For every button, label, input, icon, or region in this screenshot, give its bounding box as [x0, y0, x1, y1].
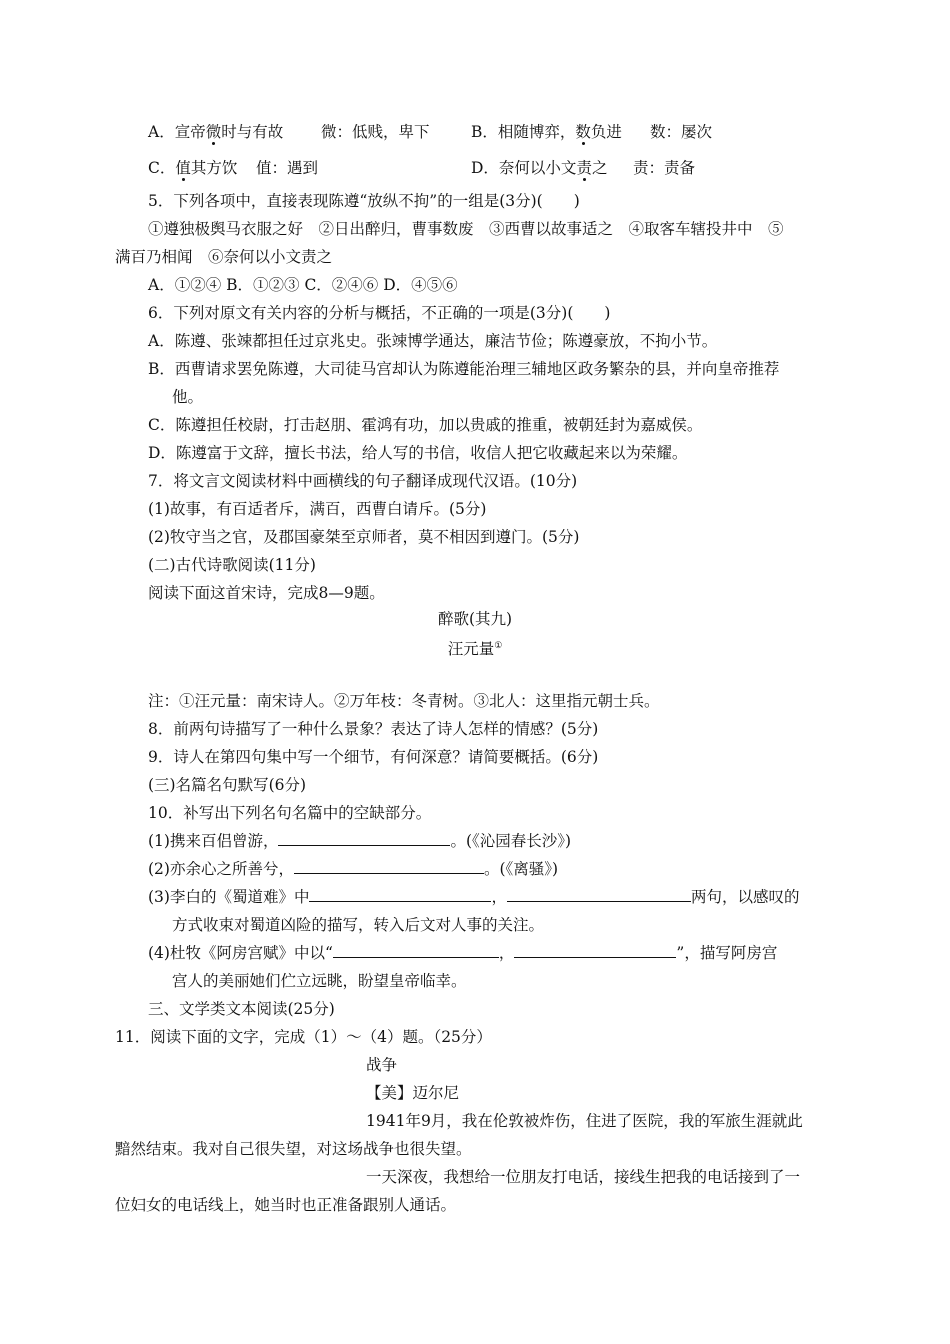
q10-item-1 — [148, 830, 571, 852]
answer-blank[interactable] — [309, 887, 491, 902]
q10-stem: 10．补写出下列名句名篇中的空缺部分。 — [148, 804, 432, 822]
q4-option-d-text-2: 之 — [591, 159, 608, 177]
q10-item-2-source: 。(《离骚》) — [483, 860, 559, 878]
q4-option-b-text: B．相随博弈， — [471, 123, 576, 141]
poem-title: 醉歌(其九) — [437, 610, 513, 628]
dictation-section-title: (三)名篇名句默写(6分) — [148, 776, 307, 794]
story-paragraph-2-line-2: 位妇女的电话线上，她当时也正准备跟别人通话。 — [115, 1196, 457, 1214]
answer-blank[interactable] — [333, 943, 499, 958]
story-paragraph-1-line-2: 黯然结束。我对自己很失望，对这场战争也很失望。 — [115, 1140, 472, 1158]
q4-option-a-text: A．宣帝 — [148, 123, 206, 141]
poetry-note: 注：①汪元量：南宋诗人。②万年枝：冬青树。③北人：这里指元朝士兵。 — [148, 692, 660, 710]
q4-option-a-text-2: 时与有故 — [221, 123, 284, 141]
q10-item-3 — [148, 886, 800, 908]
q4-option-b-keyword: 数 — [575, 123, 591, 141]
story-author: 【美】迈尔尼 — [366, 1084, 460, 1102]
answer-blank[interactable] — [507, 887, 691, 902]
q4-option-c-text-2: 其方饮 — [190, 159, 238, 177]
q10-item-3-comma: ， — [491, 888, 507, 906]
q10-item-4 — [148, 942, 777, 964]
q4-option-c — [148, 157, 237, 179]
q11-stem: 11．阅读下面的文字，完成（1）～（4）题。（25分） — [115, 1028, 492, 1046]
q5-options: A．①②④ B．①②③ C．②④⑥ D．④⑤⑥ — [148, 276, 458, 294]
answer-blank[interactable] — [514, 943, 676, 958]
q7-stem: 7．将文言文阅读材料中画横线的句子翻译成现代汉语。(10分) — [148, 472, 578, 490]
q5-stem: 5．下列各项中，直接表现陈遵“放纵不拘”的一组是(3分)( ) — [148, 192, 580, 210]
q4-option-a-note: 微：低贱，卑下 — [321, 123, 430, 141]
q4-option-d-keyword: 责 — [576, 159, 592, 177]
q10-item-4-continuation: 宫人的美丽她们伫立远眺，盼望皇帝临幸。 — [172, 972, 467, 990]
q4-option-d — [471, 157, 607, 179]
poem-author-name: 汪元量 — [447, 640, 495, 658]
q9: 9．诗人在第四句集中写一个细节，有何深意？请简要概括。(6分) — [148, 748, 599, 766]
q6-option-b-line-2: 他。 — [172, 388, 204, 406]
q4-option-c-note: 值：遇到 — [256, 159, 319, 177]
q4-option-c-keyword: 值 — [175, 159, 191, 177]
story-paragraph-1-line-1: 1941年9月，我在伦敦被炸伤，住进了医院，我的军旅生涯就此 — [366, 1112, 803, 1130]
q5-items-line-1: ①遵独极舆马衣服之好 ②日出醉归，曹事数废 ③西曹以故事适之 ④取客车辖投井中 ⑤ — [148, 220, 784, 238]
q5-items-line-2: 满百乃相闻 ⑥奈何以小文责之 — [115, 248, 333, 266]
literature-section-title: 三、文学类文本阅读(25分) — [148, 1000, 335, 1018]
q4-option-a — [148, 121, 283, 143]
poetry-section-title: (二)古代诗歌阅读(11分) — [148, 556, 316, 574]
q10-item-1-source: 。(《沁园春长沙》) — [450, 832, 572, 850]
story-paragraph-2-line-1: 一天深夜，我想给一位朋友打电话，接线生把我的电话接到了一 — [366, 1168, 801, 1186]
q10-item-1-text: (1)携来百侣曾游， — [148, 832, 279, 850]
story-title: 战争 — [366, 1056, 398, 1074]
q4-option-b — [471, 121, 622, 143]
q10-item-2-text: (2)亦余心之所善兮， — [148, 860, 294, 878]
q4-option-d-note: 责：责备 — [633, 159, 696, 177]
q4-option-d-text: D．奈何以小文 — [471, 159, 577, 177]
q8: 8．前两句诗描写了一种什么景象？表达了诗人怎样的情感？(5分) — [148, 720, 599, 738]
q10-item-4-text: (4)杜牧《阿房宫赋》中以“ — [148, 944, 333, 962]
q4-option-b-note: 数：屡次 — [650, 123, 713, 141]
q6-option-a: A．陈遵、张竦都担任过京兆史。张竦博学通达，廉洁节俭；陈遵豪放，不拘小节。 — [148, 332, 718, 350]
q10-item-3-text: (3)李白的《蜀道难》中 — [148, 888, 310, 906]
q6-option-b-line-1: B．西曹请求罢免陈遵，大司徒马宫却认为陈遵能治理三辅地区政务繁杂的县，并向皇帝推荐 — [148, 360, 780, 378]
q6-option-c: C．陈遵担任校尉，打击赵朋、霍鸿有功，加以贵戚的推重，被朝廷封为嘉威侯。 — [148, 416, 703, 434]
q10-item-2 — [148, 858, 558, 880]
poem-author-footnote-mark: ① — [494, 641, 503, 651]
q6-option-d: D．陈遵富于文辞，擅长书法，给人写的书信，收信人把它收藏起来以为荣耀。 — [148, 444, 688, 462]
answer-blank[interactable] — [294, 859, 484, 874]
q4-option-a-keyword: 微 — [205, 123, 222, 141]
q4-option-c-text: C． — [148, 159, 176, 177]
q10-item-3-text-2: 两句，以感叹的 — [690, 888, 800, 906]
q7-sentence-1: (1)故事，有百适者斥，满百，西曹白请斥。(5分) — [148, 500, 487, 518]
q10-item-4-comma: ， — [498, 944, 515, 962]
q4-option-b-text-2: 负进 — [590, 123, 622, 141]
q10-item-3-continuation: 方式收束对蜀道凶险的描写，转入后文对人事的关注。 — [172, 916, 545, 934]
q7-sentence-2: (2)牧守当之官，及郡国豪桀至京师者，莫不相因到遵门。(5分) — [148, 528, 580, 546]
answer-blank[interactable] — [278, 831, 450, 846]
q10-item-4-text-2: ”，描写阿房宫 — [676, 944, 778, 962]
poetry-intro: 阅读下面这首宋诗，完成8—9题。 — [148, 584, 385, 602]
poem-author — [0, 635, 950, 660]
q6-stem: 6．下列对原文有关内容的分析与概括，不正确的一项是(3分)( ) — [148, 304, 611, 322]
